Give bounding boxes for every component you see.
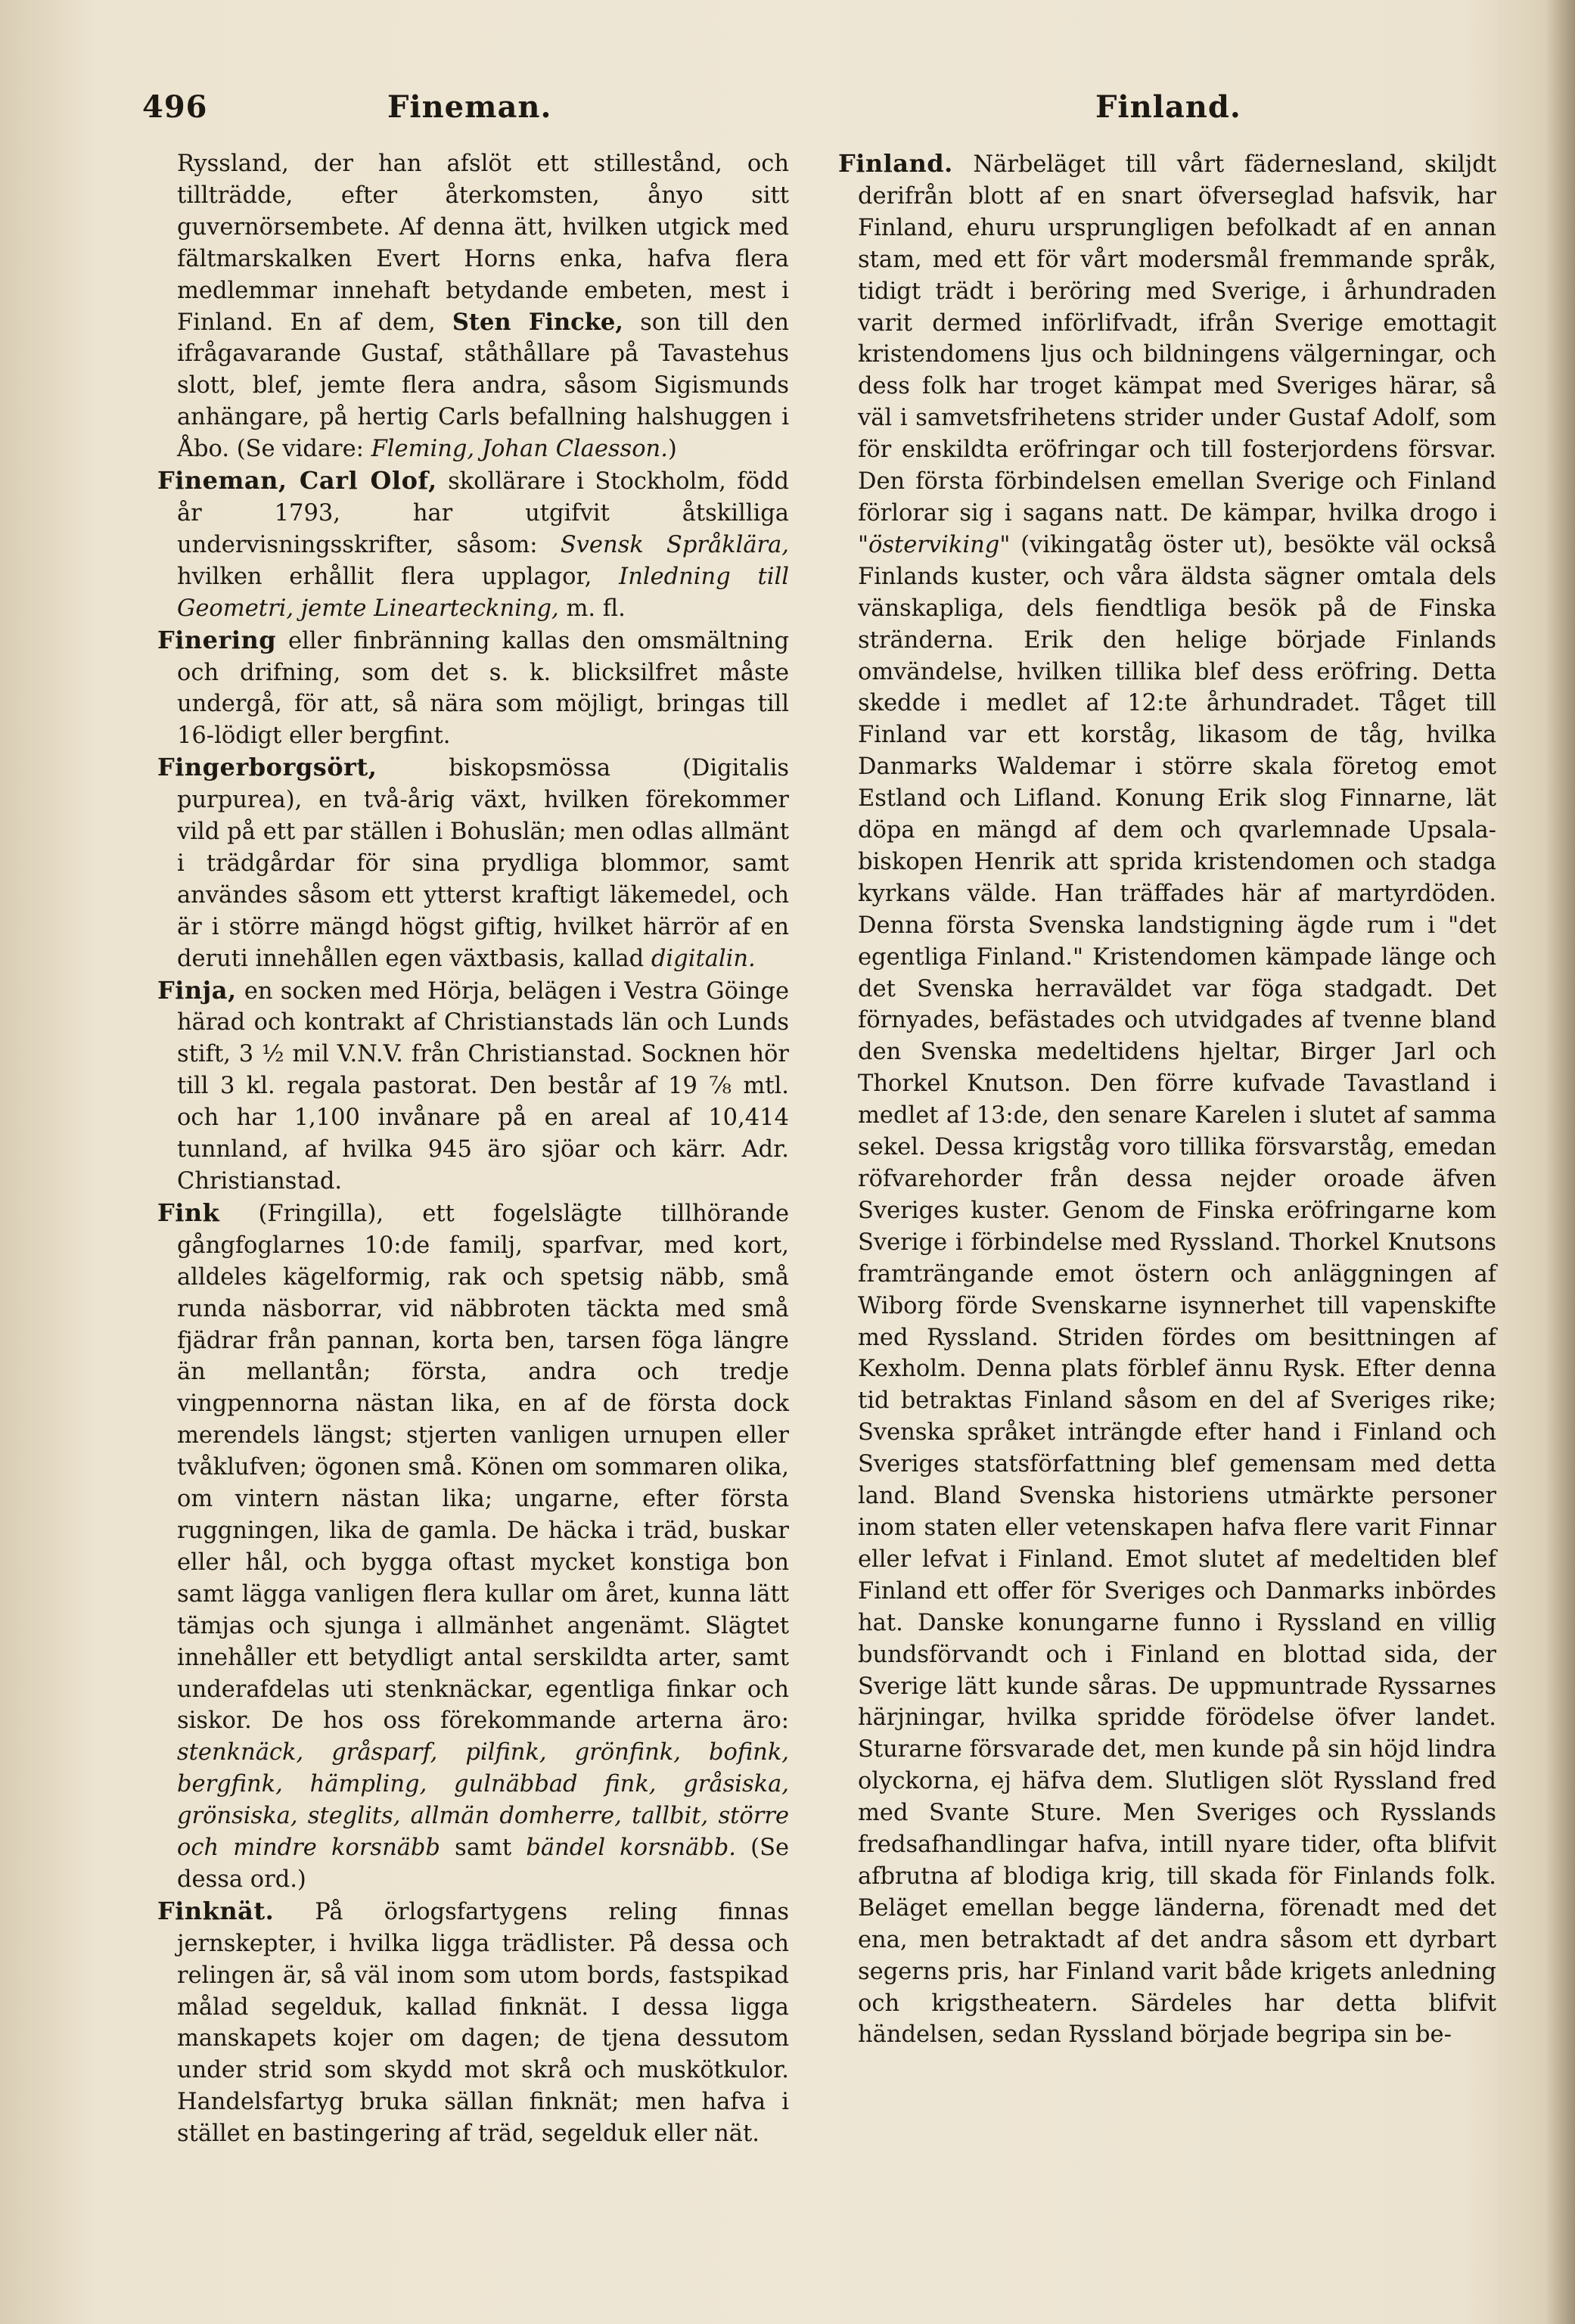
book-title: Svensk Språklära, xyxy=(560,531,789,558)
entry-text: ) xyxy=(667,436,677,463)
headword: Fingerborgsört, xyxy=(157,753,377,782)
headword: Finland. xyxy=(838,149,953,178)
cross-reference: Fleming, Johan Claesson. xyxy=(371,436,668,463)
entry-text: (Fringilla), ett fogelslägte tillhörande gångfoglarnes 10:de familj, sparfvar, med kort, alldeles kägelformig, rak och spetsig näbb, små runda näsborrar, vid näbbroten täckta med små fjädrar från pannan, korta ben, tarsen föga längre än mellantån; första, andra och tredje vingpennorna nästan lika, en af de första dock merendels längst; stjerten vanligen urnupen eller tvåklufven; ögonen små. Könen om sommaren olika, om vintern nästan lika; ungarne, efter första ruggningen, lika de gamla. De häcka i träd, buskar eller hål, och bygga oftast mycket konstiga bon samt lägga vanligen flera kullar om året, kunna lätt tämjas och sjunga i allmänhet angenämt. Slägtet innehåller ett betydligt antal serskildta arter, samt underafdelas uti stenknäckar, egentliga finkar och siskor. De hos oss förekommande arterna äro: xyxy=(177,1200,789,1735)
inline-name-sten-fincke: Sten Fincke, xyxy=(452,308,623,336)
page-number: 496 xyxy=(142,89,208,125)
continued-entry-fincke xyxy=(157,148,789,465)
entry-text: På örlogsfartygens reling finnas jernskepter, i hvilka ligga trädlister. På dessa och relingen är, så väl inom som utom bords, fastspikad målad segelduk, kallad finknät. I dessa ligga manskapets kojer om dagen; de tjena dessutom under strid som skydd mot skrå och muskötkulor. Handelsfartyg bruka sällan finknät; men hafva i stället en bastingering af träd, segelduk eller nät. xyxy=(177,1898,789,2148)
species-name: bändel korsnäbb. xyxy=(526,1835,736,1862)
entry-finering xyxy=(157,625,789,753)
right-column xyxy=(838,148,1496,2051)
entry-finknat xyxy=(157,1896,789,2150)
entry-text: (Se dessa ord.) xyxy=(177,1835,790,1893)
headword: Finja, xyxy=(157,975,237,1005)
italic-term: "österviking" xyxy=(858,531,1011,558)
entry-fineman xyxy=(157,465,789,625)
entry-text: biskopsmössa (Digitalis purpurea), en två-årig växt, hvilken förekommer vild på ett par ställen i Bohuslän; men odlas allmänt i trädgårdar för sina prydliga blommor, samt användes såsom ett ytterst kraftigt läkemedel, och är i större mängd högst giftig, hvilket härrör af en deruti innehållen egen växtbasis, kallad xyxy=(177,755,789,972)
page-edge-shadow xyxy=(1545,0,1575,2324)
book-title: Inledning till Geometri, jemte Linearteckning, xyxy=(177,563,789,622)
entry-text: eller finbränning kallas den omsmältning och drifning, som det s. k. blicksilfret måste undergå, för att, så nära som möjligt, bringas till 16-lödigt eller bergfint. xyxy=(177,627,789,750)
headword: Finknät. xyxy=(157,1896,275,1925)
italic-term: digitalin. xyxy=(651,945,756,972)
species-list: stenknäck, gråsparf, pilfink, grönfink, bofink, bergfink, hämpling, gulnäbbad fink, gråsiska, grönsiska, steglits, allmän domherre, tallbit, större och mindre korsnäbb xyxy=(177,1739,789,1862)
right-running-head: Finland. xyxy=(1095,89,1241,125)
left-column xyxy=(157,148,789,2150)
entry-text: Närbeläget till vårt fädernesland, skiljdt derifrån blott af en snart öfverseglad hafsvik, har Finland, ehuru ursprungligen befolkadt af en annan stam, med ett för vårt modersmål fremmande språk, tidigt trädt i beröring med Sverige, i århundraden varit dermed införlifvadt, ifrån Sverige emottagit kristendomens ljus och bildningens välgerningar, och dess folk har troget kämpat med Sveriges härar, så väl i samvetsfrihetens strider under Gustaf Adolf, som för enskildta eröfringar och till fosterjordens försvar. Den första förbindelsen emellan Sverige och Finland förlorar sig i sagans natt. De kämpar, hvilka drogo i xyxy=(858,151,1496,527)
headword: Fineman, Carl Olof, xyxy=(157,466,437,496)
entry-finja xyxy=(157,975,789,1198)
headword: Fink xyxy=(157,1198,220,1227)
entry-text: son till den ifrågavarande Gustaf, ståthållare på Tavastehus slott, blef, jemte flera andra, såsom Sigismunds anhängare, på hertig Carls befallning halshuggen i Åbo. (Se vidare: xyxy=(177,309,789,463)
entry-text: hvilken erhållit flera upplagor, xyxy=(177,563,620,590)
entry-text: en socken med Hörja, belägen i Vestra Göinge härad och kontrakt af Christianstads län och Lunds stift, 3 ½ mil V.N.V. från Christianstad. Socknen hör till 3 kl. regala pastorat. Den består af 19 ⅞ mtl. och har 1,100 invånare på en areal af 10,414 tunnland, af hvilka 945 äro sjöar och kärr. Adr. Christianstad. xyxy=(177,977,789,1195)
entry-fingerborgsort xyxy=(157,752,789,974)
headword: Finering xyxy=(157,625,277,654)
entry-fink xyxy=(157,1198,789,1896)
entry-text: skollärare i Stockholm, född år 1793, har utgifvit åtskilliga undervisningsskrifter, såsom: xyxy=(177,468,789,558)
entry-text: Ryssland, der han afslöt ett stillestånd, och tillträdde, efter återkomsten, ånyo sitt guvernörsembete. Af denna ätt, hvilken utgick med fältmarskalken Evert Horns enka, hafva flera medlemmar innehaft betydande embeten, mest i Finland. En af dem, xyxy=(177,151,789,336)
left-running-head: Fineman. xyxy=(387,89,552,125)
entry-text: m. fl. xyxy=(558,595,626,622)
entry-text: samt xyxy=(440,1835,527,1862)
entry-finland xyxy=(838,148,1496,2051)
entry-text: (vikingatåg öster ut), besökte väl också Finlands kuster, och våra äldsta sägner omtala dels vänskapliga, dels fiendtliga besök på de Finska stränderna. Erik den helige började Finlands omvändelse, hvilken tillika blef dess eröfring. Detta skedde i medlet af 12:te århundradet. Tåget till Finland var ett korståg, likasom de tåg, hvilka Danmarks Waldemar i större skala företog emot Estland och Lifland. Konung Erik slog Finnarne, lät döpa en mängd af dem och qvarlemnade Upsala-biskopen Henrik att sprida kristendomen och stadga kyrkans välde. Han träffades här af martyrdöden. Denna första Svenska landstigning ägde rum i "det egentliga Finland." Kristendomen kämpade länge och det Svenska herraväldet var föga stadgadt. Det förnyades, befästades och utvidgades af tvenne bland den Svenska medeltidens hjeltar, Birger Jarl och Thorkel Knutson. Den förre kufvade Tavastland i medlet af 13:de, den senare Karelen i slutet af samma sekel. Dessa krigståg voro tillika försvarståg, emedan röfvarehorder från dessa nejder oroade äfven Sveriges kuster. Genom de Finska eröfringarne kom Sverige i förbindelse med Ryssland. Thorkel Knutsons framträngande emot östern och anläggningen af Wiborg förde Svenskarne isynnerhet till vapenskifte med Ryssland. Striden fördes om besittningen af Kexholm. Denna plats förblef ännu Rysk. Efter denna tid betraktas Finland såsom en del af Sveriges rike; Svenska språket inträngde efter hand i Finland och Sveriges statsförfattning blef gemensam med detta land. Bland Svenska historiens utmärkte personer inom staten eller vetenskapen hafva flere varit Finnar eller lefvat i Finland. Emot slutet af medeltiden blef Finland ett offer för Sveriges och Danmarks inbördes hat. Danske konungarne funno i Ryssland en villig bundsförvandt och i Finland en blottad sida, der Sverige lätt kunde såras. De uppmuntrade Ryssarnes härjningar, hvilka spridde förödelse öfver landet. Sturarne försvarade det, men kunde på sin höjd lindra olyckorna, ej häfva dem. Slutligen slöt Ryssland fred med Svante Sture. Men Sveriges och Rysslands fredsafhandlingar hafva, intill nyare tider, ofta blifvit afbrutna af blodiga krig, till skada för Finlands folk. Beläget emellan begge länderna, förenadt med det ena, men betraktadt af det andra såsom ett dyrbart segerns pris, har Finland varit både krigets anledning och krigstheatern. Särdeles har detta blifvit händelsen, sedan Ryssland började begripa sin be- xyxy=(858,531,1496,2049)
